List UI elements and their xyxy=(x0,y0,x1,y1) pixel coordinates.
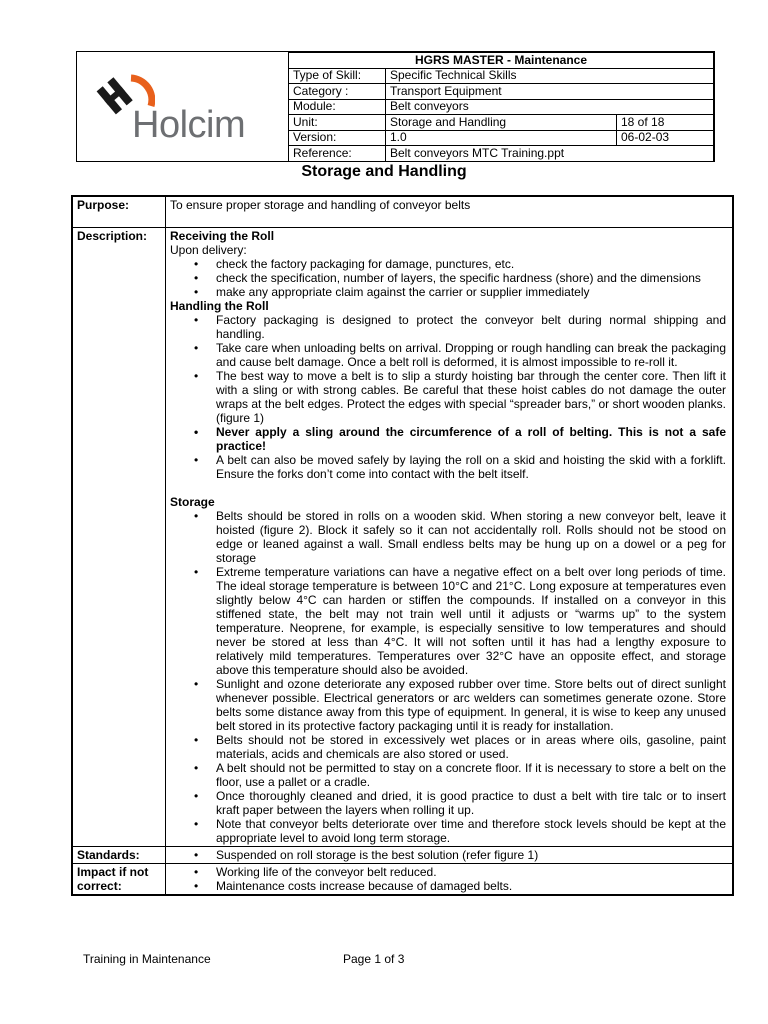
receiving-heading: Receiving the Roll xyxy=(170,229,275,243)
standards-label: Standards: xyxy=(73,847,166,863)
list-item: • Belts should not be stored in excessively wet places or in areas where oils, gasoline, paint materials, acids and chemicals are also stored or used. xyxy=(170,733,726,761)
list-item: • check the specification, number of layers, the specific hardness (shore) and the dimensions xyxy=(170,271,726,285)
header-row-extra: 06-02-03 xyxy=(617,130,714,146)
document-title: Storage and Handling xyxy=(301,163,467,180)
list-item: • Suspended on roll storage is the best solution (refer figure 1) xyxy=(170,848,726,862)
header-info-table xyxy=(288,52,714,162)
list-item: • Factory packaging is designed to protect the conveyor belt during normal shipping and handling. xyxy=(170,313,726,341)
list-item: • A belt should not be permitted to stay on a concrete floor. If it is necessary to store a belt on the floor, use a pallet or a cradle. xyxy=(170,761,726,789)
storage-heading: Storage xyxy=(170,495,215,509)
header-row-category xyxy=(289,84,714,100)
purpose-text: To ensure proper storage and handling of conveyor belts xyxy=(170,198,471,212)
header-row-label: Version: xyxy=(289,130,386,146)
header-row-unit xyxy=(289,115,714,131)
header-row-version xyxy=(289,130,714,146)
impact-row xyxy=(73,864,732,894)
purpose-label: Purpose: xyxy=(73,197,166,227)
list-item-warning: • Never apply a sling around the circumference of a roll of belting. This is not a safe practice! xyxy=(170,425,726,453)
impact-list xyxy=(170,865,726,893)
header-row-label: Reference: xyxy=(289,146,386,162)
header-title: HGRS MASTER - Maintenance xyxy=(289,53,714,69)
description-row xyxy=(73,228,732,847)
standards-row xyxy=(73,847,732,864)
list-item: • Working life of the conveyor belt reduced. xyxy=(170,865,726,879)
list-item: • Note that conveyor belts deteriorate over time and therefore stock levels should be kept at the appropriate level to avoid long term storage. xyxy=(170,817,726,845)
list-item: • Belts should be stored in rolls on a wooden skid. When storing a new conveyor belt, leave it hoisted (figure 2). Block it safely so it can not accidentally roll. Rolls should not be stood on edge or leaned against a wall. Small endless belts may be hung up on a dowel or a peg for storage xyxy=(170,509,726,565)
header-row-label: Category : xyxy=(289,84,386,100)
header-row-extra: 18 of 18 xyxy=(617,115,714,131)
logo-wordmark: Holcim xyxy=(132,104,246,146)
storage-list xyxy=(170,509,726,845)
impact-content xyxy=(166,864,732,894)
header-row-value: 1.0 xyxy=(386,130,617,146)
holcim-logo xyxy=(77,52,288,161)
list-item: • Take care when unloading belts on arrival. Dropping or rough handling can break the packaging and cause belt damage. Once a belt roll is deformed, it is almost impossible to re-roll it. xyxy=(170,341,726,369)
header-row-skill xyxy=(289,68,714,84)
list-item: • A belt can also be moved safely by laying the roll on a skid and hoisting the skid with a forklift. Ensure the forks don’t come into contact with the belt itself. xyxy=(170,453,726,481)
list-item: • make any appropriate claim against the carrier or supplier immediately xyxy=(170,285,726,299)
list-item: • check the factory packaging for damage, punctures, etc. xyxy=(170,257,726,271)
header-row-value: Belt conveyors xyxy=(386,99,714,115)
list-item: • Maintenance costs increase because of damaged belts. xyxy=(170,879,726,893)
standards-content xyxy=(166,847,732,863)
list-item: • The best way to move a belt is to slip a sturdy hoisting bar through the center core. Then lift it with a sling or with strong cables. Be careful that these hoist cables do not damage the outer wraps at the belt edges. Protect the edges with special “spreader bars,” or short wooden planks. (figure 1) xyxy=(170,369,726,425)
header-row-module xyxy=(289,99,714,115)
header-row-label: Type of Skill: xyxy=(289,68,386,84)
footer-left: Training in Maintenance xyxy=(83,952,211,966)
list-item: • Sunlight and ozone deteriorate any exposed rubber over time. Store belts out of direct sunlight whenever possible. Electrical generators or arc welders can sometimes generate ozone. Store belts some distance away from this type of equipment. In general, it is wise to keep any unused belt stored in its protective factory packaging until it is ready for installation. xyxy=(170,677,726,733)
description-content xyxy=(166,228,732,846)
content-table xyxy=(71,195,734,896)
header-row-value: Belt conveyors MTC Training.ppt xyxy=(386,146,714,162)
header-row-label: Module: xyxy=(289,99,386,115)
spacer xyxy=(170,481,726,495)
header-row-label: Unit: xyxy=(289,115,386,131)
receiving-list xyxy=(170,257,726,299)
handling-heading: Handling the Roll xyxy=(170,299,269,313)
list-item: • Once thoroughly cleaned and dried, it is good practice to dust a belt with tire talc or to insert kraft paper between the layers when rolling it up. xyxy=(170,789,726,817)
purpose-row xyxy=(73,197,732,228)
receiving-intro: Upon delivery: xyxy=(170,243,247,257)
handling-list xyxy=(170,313,726,481)
header-row-value: Transport Equipment xyxy=(386,84,714,100)
description-label: Description: xyxy=(73,228,166,846)
footer-page-number: Page 1 of 3 xyxy=(343,952,405,966)
standards-list xyxy=(170,848,726,862)
header-row-value: Specific Technical Skills xyxy=(386,68,714,84)
impact-label: Impact if not correct: xyxy=(73,864,166,894)
document-header xyxy=(76,51,715,162)
list-item: • Extreme temperature variations can have a negative effect on a belt over long periods of time. The ideal storage temperature is between 10°C and 21°C. Long exposure at temperatures even slightly below 4°C can harden or stiffen the compounds. If installed on a conveyor in this stiffened state, the belt may not train well until it adjusts or “warms up” to the system temperature. Neoprene, for example, is especially sensitive to low temperatures and should never be stored at less than 4°C. It will not soften until it has had a lengthy exposure to relatively mild temperatures. Temperatures over 32°C have an opposite effect, and storage above this temperature should also be avoided. xyxy=(170,565,726,677)
header-row-value: Storage and Handling xyxy=(386,115,617,131)
header-row-reference xyxy=(289,146,714,162)
